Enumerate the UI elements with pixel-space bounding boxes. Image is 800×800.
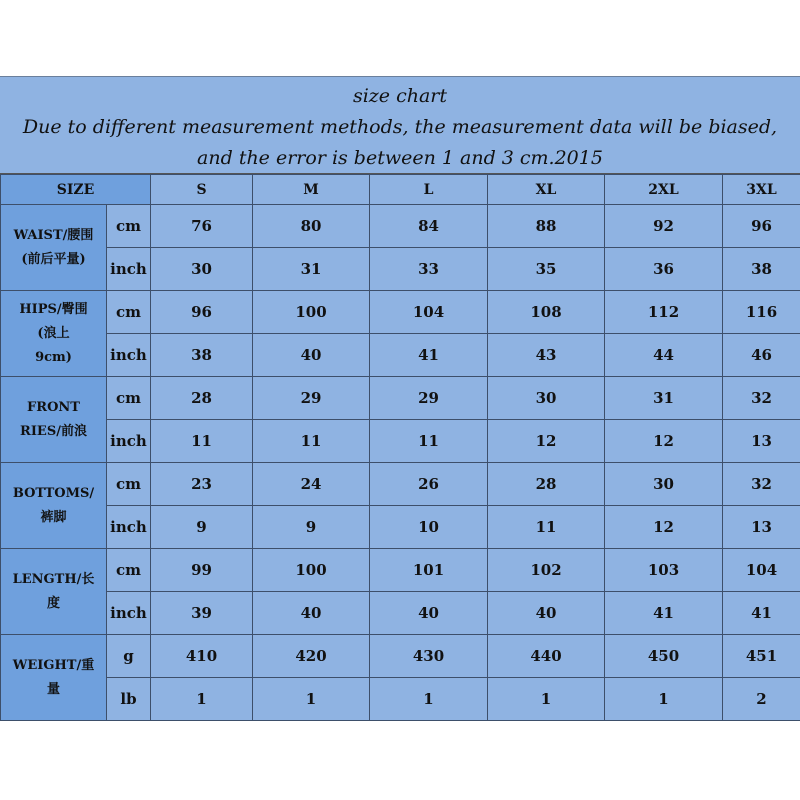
value-cell: 104 — [723, 549, 800, 592]
unit-cell: inch — [107, 506, 151, 549]
measurement-label-line: (前后平量) — [21, 251, 86, 267]
value-cell: 28 — [488, 463, 605, 506]
value-cell: 430 — [370, 635, 488, 678]
measurement-label — [1, 205, 107, 291]
value-cell: 112 — [605, 291, 723, 334]
value-cell: 44 — [605, 334, 723, 377]
value-cell: 23 — [151, 463, 253, 506]
value-cell: 10 — [370, 506, 488, 549]
measurement-label-line: 度 — [46, 595, 60, 611]
value-cell: 100 — [253, 549, 370, 592]
value-cell: 38 — [723, 248, 800, 291]
value-cell: 32 — [723, 463, 800, 506]
value-cell: 9 — [151, 506, 253, 549]
value-cell: 99 — [151, 549, 253, 592]
value-cell: 80 — [253, 205, 370, 248]
measurement-label — [1, 635, 107, 721]
measurement-label-line: 量 — [46, 681, 60, 697]
table-row — [1, 549, 800, 592]
measurement-label — [1, 291, 107, 377]
measurement-label-line: WEIGHT/重 — [12, 657, 95, 673]
unit-cell: inch — [107, 420, 151, 463]
value-cell: 12 — [605, 420, 723, 463]
table-row — [1, 291, 800, 334]
unit-cell: cm — [107, 463, 151, 506]
measurement-label-line: (浪上 — [37, 325, 70, 341]
value-cell: 38 — [151, 334, 253, 377]
table-row — [1, 377, 800, 420]
table-row — [1, 463, 800, 506]
value-cell: 13 — [723, 506, 800, 549]
size-column-header: SIZE — [1, 175, 151, 205]
value-cell: 440 — [488, 635, 605, 678]
value-cell: 36 — [605, 248, 723, 291]
value-cell: 35 — [488, 248, 605, 291]
size-header-3xl: 3XL — [723, 175, 800, 205]
unit-cell: inch — [107, 248, 151, 291]
value-cell: 102 — [488, 549, 605, 592]
value-cell: 26 — [370, 463, 488, 506]
value-cell: 11 — [488, 506, 605, 549]
value-cell: 41 — [605, 592, 723, 635]
value-cell: 43 — [488, 334, 605, 377]
table-row — [1, 248, 800, 291]
unit-cell: cm — [107, 205, 151, 248]
value-cell: 410 — [151, 635, 253, 678]
value-cell: 450 — [605, 635, 723, 678]
value-cell: 108 — [488, 291, 605, 334]
value-cell: 2 — [723, 678, 800, 721]
value-cell: 100 — [253, 291, 370, 334]
unit-cell: cm — [107, 549, 151, 592]
table-row — [1, 678, 800, 721]
value-cell: 1 — [151, 678, 253, 721]
measurement-label-line: WAIST/腰围 — [13, 227, 94, 243]
value-cell: 12 — [605, 506, 723, 549]
value-cell: 40 — [253, 334, 370, 377]
table-row — [1, 592, 800, 635]
value-cell: 40 — [488, 592, 605, 635]
value-cell: 1 — [488, 678, 605, 721]
measurement-label-line: RIES/前浪 — [20, 423, 87, 439]
chart-title: size chart — [352, 85, 448, 107]
value-cell: 31 — [253, 248, 370, 291]
measurement-label — [1, 463, 107, 549]
table-row — [1, 205, 800, 248]
value-cell: 1 — [253, 678, 370, 721]
value-cell: 96 — [723, 205, 800, 248]
table-row — [1, 506, 800, 549]
value-cell: 30 — [488, 377, 605, 420]
value-cell: 92 — [605, 205, 723, 248]
value-cell: 32 — [723, 377, 800, 420]
unit-cell: cm — [107, 377, 151, 420]
value-cell: 41 — [370, 334, 488, 377]
size-header-2xl: 2XL — [605, 175, 723, 205]
size-header-m: M — [253, 175, 370, 205]
measurement-label — [1, 549, 107, 635]
unit-cell: lb — [107, 678, 151, 721]
unit-cell: cm — [107, 291, 151, 334]
measurement-label-line: LENGTH/长 — [12, 571, 95, 587]
value-cell: 104 — [370, 291, 488, 334]
value-cell: 84 — [370, 205, 488, 248]
table-row — [1, 420, 800, 463]
size-header-s: S — [151, 175, 253, 205]
unit-cell: inch — [107, 592, 151, 635]
value-cell: 11 — [253, 420, 370, 463]
chart-note-line-2: and the error is between 1 and 3 cm.2015 — [197, 147, 603, 169]
value-cell: 40 — [370, 592, 488, 635]
value-cell: 40 — [253, 592, 370, 635]
value-cell: 24 — [253, 463, 370, 506]
size-header-l: L — [370, 175, 488, 205]
value-cell: 13 — [723, 420, 800, 463]
value-cell: 101 — [370, 549, 488, 592]
measurement-label-line: 裤脚 — [40, 509, 67, 525]
value-cell: 12 — [488, 420, 605, 463]
value-cell: 33 — [370, 248, 488, 291]
measurement-label — [1, 377, 107, 463]
measurement-label-line: FRONT — [27, 399, 80, 415]
size-chart-header — [0, 77, 800, 174]
value-cell: 88 — [488, 205, 605, 248]
value-cell: 29 — [253, 377, 370, 420]
value-cell: 451 — [723, 635, 800, 678]
value-cell: 103 — [605, 549, 723, 592]
value-cell: 9 — [253, 506, 370, 549]
size-header-xl: XL — [488, 175, 605, 205]
value-cell: 420 — [253, 635, 370, 678]
size-chart — [0, 76, 800, 725]
value-cell: 28 — [151, 377, 253, 420]
value-cell: 41 — [723, 592, 800, 635]
value-cell: 29 — [370, 377, 488, 420]
unit-cell: inch — [107, 334, 151, 377]
value-cell: 31 — [605, 377, 723, 420]
value-cell: 76 — [151, 205, 253, 248]
measurement-label-line: 9cm) — [35, 349, 72, 365]
value-cell: 46 — [723, 334, 800, 377]
value-cell: 39 — [151, 592, 253, 635]
measurement-label-line: BOTTOMS/ — [12, 485, 95, 501]
value-cell: 11 — [151, 420, 253, 463]
value-cell: 30 — [605, 463, 723, 506]
unit-cell: g — [107, 635, 151, 678]
table-header-row — [1, 175, 800, 205]
value-cell: 11 — [370, 420, 488, 463]
value-cell: 116 — [723, 291, 800, 334]
value-cell: 1 — [370, 678, 488, 721]
value-cell: 96 — [151, 291, 253, 334]
table-row — [1, 334, 800, 377]
table-row — [1, 635, 800, 678]
chart-note-line-1: Due to different measurement methods, the measurement data will be biased, — [22, 116, 778, 138]
size-table — [0, 174, 800, 721]
value-cell: 30 — [151, 248, 253, 291]
value-cell: 1 — [605, 678, 723, 721]
measurement-label-line: HIPS/臀围 — [19, 301, 88, 317]
